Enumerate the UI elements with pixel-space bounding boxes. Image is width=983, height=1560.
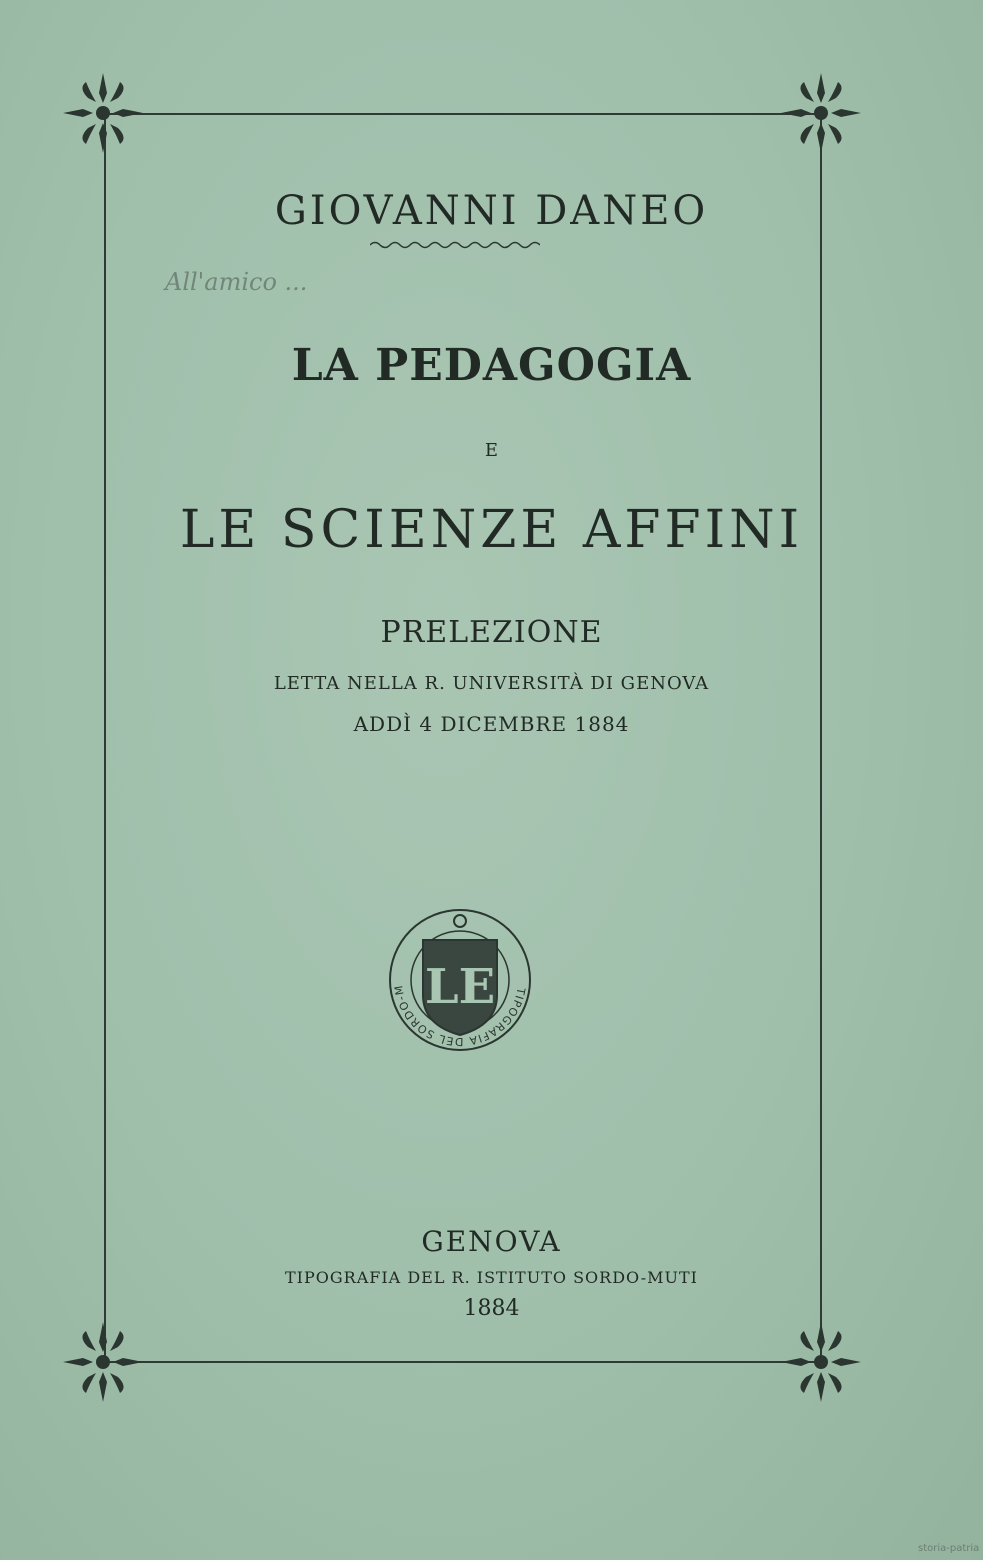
printer-name: TIPOGRAFIA DEL R. ISTITUTO SORDO-MUTI — [285, 1268, 698, 1287]
title-line-2: LE SCIENZE AFFINI — [179, 500, 804, 560]
corner-ornament-top-right — [776, 68, 866, 158]
delivery-note: LETTA NELLA R. UNIVERSITÀ DI GENOVA — [273, 673, 710, 694]
corner-ornament-top-left — [58, 68, 148, 158]
watermark: storia-patria — [918, 1543, 980, 1554]
seal-ring-text: TIPOGRAFIA DEL SORDO-M — [392, 983, 528, 1049]
corner-ornament-bottom-right — [776, 1317, 866, 1407]
publication-city: GENOVA — [421, 1225, 562, 1258]
printer-seal — [385, 905, 535, 1055]
publication-year: 1884 — [463, 1296, 520, 1321]
subtitle: PRELEZIONE — [380, 615, 603, 650]
lecture-date: ADDÌ 4 DICEMBRE 1884 — [353, 712, 630, 736]
title-line-1: LA PEDAGOGIA — [291, 340, 692, 391]
wavy-divider — [370, 240, 540, 250]
title-conjunction: E — [484, 440, 499, 461]
author-name: GIOVANNI DANEO — [274, 188, 709, 234]
seal-monogram: LE — [424, 959, 496, 1015]
corner-ornament-bottom-left — [58, 1317, 148, 1407]
handwritten-inscription: All'amico ... — [165, 268, 308, 296]
